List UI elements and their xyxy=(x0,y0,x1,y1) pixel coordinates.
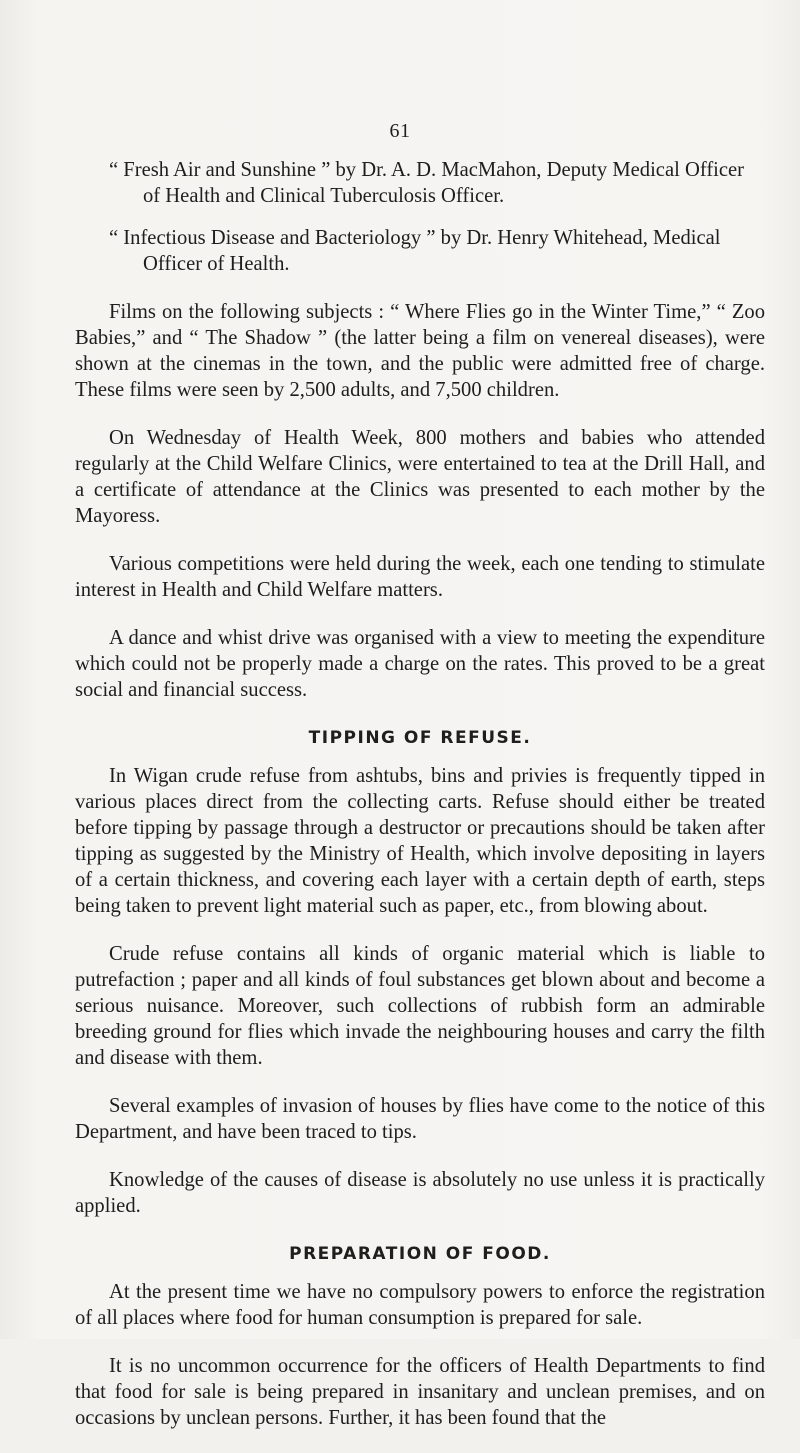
paragraph-flies: Several examples of invasion of houses by flies have come to the notice of this Department, and have been traced to tips. xyxy=(75,1095,765,1143)
paragraph-films: Films on the following subjects : “ Where Flies go in the Winter Time,” “ Zoo Babies,” and “ The Shadow ” (the latter being a film on venereal diseases), were shown at the cinemas in the town, and the public were admitted free of charge. These films were seen by 2,500 adults, and 7,500 children. xyxy=(75,301,765,401)
paragraph-knowledge: Knowledge of the causes of disease is absolutely no use unless it is practically applied. xyxy=(75,1169,765,1217)
page-number: 61 xyxy=(389,120,411,142)
lecture-item-fresh-air: “ Fresh Air and Sunshine ” by Dr. A. D. MacMahon, Deputy Medical Officer of Health and Clinical Tuberculosis Officer. xyxy=(109,159,745,207)
paragraph-health-week: On Wednesday of Health Week, 800 mothers and babies who attended regularly at the Child Welfare Clinics, were entertained to tea at the Drill Hall, and a certificate of attendance at the Clinics was presented to each mother by the Mayoress. xyxy=(75,427,765,527)
paragraph-unclean-premises: It is no uncommon occurrence for the officers of Health Departments to find that food for sale is being prepared in insanitary and unclean premises, and on occasions by unclean persons. Further, it has been found that the xyxy=(75,1355,765,1429)
section-heading-tipping: TIPPING OF REFUSE. xyxy=(308,728,532,748)
section-heading-food: PREPARATION OF FOOD. xyxy=(289,1244,551,1264)
paragraph-dance: A dance and whist drive was organised with a view to meeting the expenditure which could not be properly made a charge on the rates. This proved to be a great social and financial success. xyxy=(75,627,765,701)
paragraph-competitions: Various competitions were held during the week, each one tending to stimulate interest in Health and Child Welfare matters. xyxy=(75,553,765,601)
paragraph-crude-refuse: Crude refuse contains all kinds of organic material which is liable to putrefaction ; paper and all kinds of foul substances get blown about and become a serious nuisance. Moreover, such collections of rubbish form an admirable breeding ground for flies which invade the neighbouring houses and carry the filth and disease with them. xyxy=(75,943,765,1069)
page-body xyxy=(75,157,765,1453)
paragraph-wigan-refuse: In Wigan crude refuse from ashtubs, bins and privies is frequently tipped in various places direct from the collecting carts. Refuse should either be treated before tipping by passage through a destructor or precautions should be taken after tipping as suggested by the Ministry of Health, which involve depositing in layers of a certain thickness, and covering each layer with a certain depth of earth, steps being taken to prevent light material such as paper, etc., from blowing about. xyxy=(75,765,765,917)
paragraph-registration: At the present time we have no compulsory powers to enforce the registration of all places where food for human consumption is prepared for sale. xyxy=(75,1281,765,1329)
lecture-item-infectious-disease: “ Infectious Disease and Bacteriology ” by Dr. Henry Whitehead, Medical Officer of Health. xyxy=(109,227,721,275)
